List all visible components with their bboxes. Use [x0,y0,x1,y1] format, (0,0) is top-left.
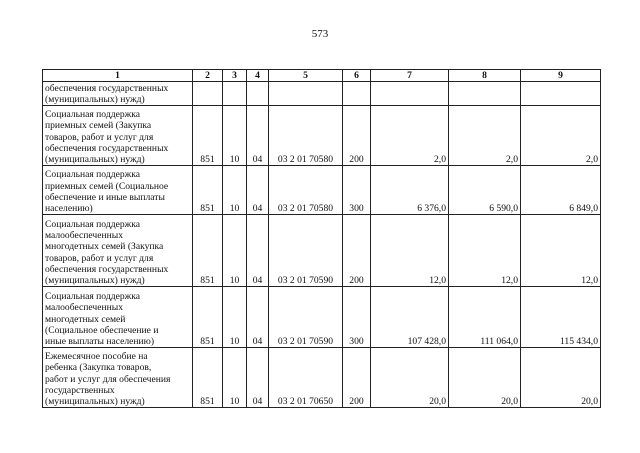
subsection-cell: 04 [247,287,269,348]
amount-cell: 111 064,0 [449,287,521,348]
subsection-cell: 04 [247,215,269,287]
target-article-cell: 03 2 01 70580 [269,106,343,166]
column-header: 4 [247,70,269,82]
table-row [43,166,601,215]
target-article-cell: 03 2 01 70590 [269,287,343,348]
amount-cell [449,82,521,106]
expense-type-cell: 200 [343,106,371,166]
section-cell [223,82,247,106]
column-header: 1 [43,70,193,82]
expense-type-cell: 200 [343,215,371,287]
amount-cell: 12,0 [371,215,449,287]
row-description: Социальная поддержка малообеспеченных многодетных семей (Закупка товаров, работ и услуг для обеспечения государственных (муниципальных) нужд) [43,215,193,287]
admin-code-cell [193,82,223,106]
table-row [43,82,601,106]
admin-code-cell: 851 [193,215,223,287]
expense-type-cell [343,82,371,106]
amount-cell [371,82,449,106]
section-cell: 10 [223,106,247,166]
target-article-cell: 03 2 01 70590 [269,215,343,287]
table-row [43,106,601,166]
table-row [43,287,601,348]
section-cell: 10 [223,287,247,348]
table-body [43,70,601,408]
section-cell: 10 [223,166,247,215]
admin-code-cell: 851 [193,287,223,348]
amount-cell: 20,0 [371,348,449,408]
subsection-cell [247,82,269,106]
subsection-cell: 04 [247,166,269,215]
amount-cell: 12,0 [521,215,601,287]
amount-cell: 2,0 [521,106,601,166]
column-header: 2 [193,70,223,82]
expense-type-cell: 200 [343,348,371,408]
column-header: 5 [269,70,343,82]
admin-code-cell: 851 [193,166,223,215]
row-description: обеспечения государственных (муниципальных) нужд) [43,82,193,106]
admin-code-cell: 851 [193,106,223,166]
row-description: Социальная поддержка приемных семей (Закупка товаров, работ и услуг для обеспечения государственных (муниципальных) нужд) [43,106,193,166]
admin-code-cell: 851 [193,348,223,408]
amount-cell: 2,0 [449,106,521,166]
column-header: 9 [521,70,601,82]
column-header: 3 [223,70,247,82]
expense-type-cell: 300 [343,166,371,215]
row-description: Ежемесячное пособие на ребенка (Закупка товаров, работ и услуг для обеспечения государственных (муниципальных) нужд) [43,348,193,408]
amount-cell [521,82,601,106]
amount-cell: 20,0 [449,348,521,408]
amount-cell: 12,0 [449,215,521,287]
header-row [43,70,601,82]
amount-cell: 6 590,0 [449,166,521,215]
section-cell: 10 [223,348,247,408]
budget-table [42,69,601,408]
table-row [43,348,601,408]
page-number: 573 [311,28,329,40]
target-article-cell: 03 2 01 70650 [269,348,343,408]
amount-cell: 6 376,0 [371,166,449,215]
amount-cell: 20,0 [521,348,601,408]
subsection-cell: 04 [247,348,269,408]
column-header: 6 [343,70,371,82]
target-article-cell [269,82,343,106]
column-header: 7 [371,70,449,82]
expense-type-cell: 300 [343,287,371,348]
subsection-cell: 04 [247,106,269,166]
column-header: 8 [449,70,521,82]
row-description: Социальная поддержка малообеспеченных многодетных семей (Социальное обеспечение и иные выплаты населению) [43,287,193,348]
amount-cell: 107 428,0 [371,287,449,348]
amount-cell: 115 434,0 [521,287,601,348]
row-description: Социальная поддержка приемных семей (Социальное обеспечение и иные выплаты населению) [43,166,193,215]
amount-cell: 2,0 [371,106,449,166]
target-article-cell: 03 2 01 70580 [269,166,343,215]
section-cell: 10 [223,215,247,287]
amount-cell: 6 849,0 [521,166,601,215]
table-row [43,215,601,287]
